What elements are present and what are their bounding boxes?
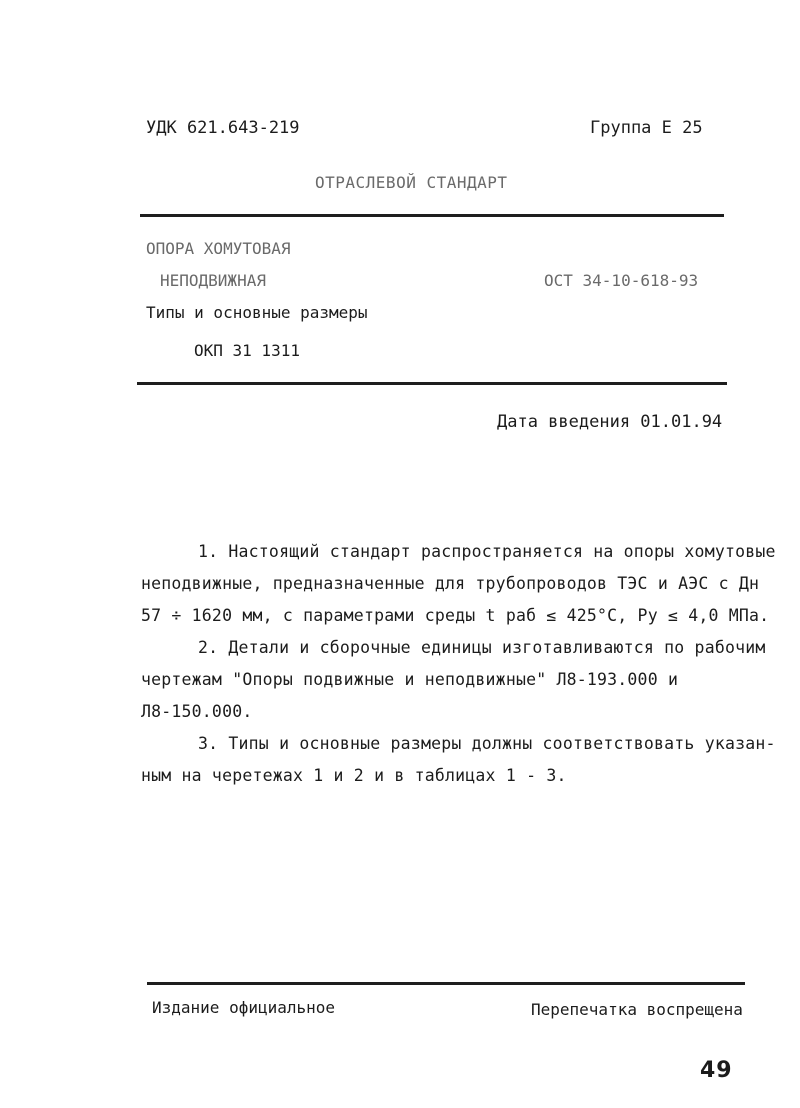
paragraph-2-line-3: Л8-150.000. [141,702,253,721]
paragraph-2-line-1: 2. Детали и сборочные единицы изготавливаются по рабочим [198,638,766,657]
group-code: Группа Е 25 [590,118,703,138]
udk-code: УДК 621.643-219 [146,118,300,138]
standard-type-heading: ОТРАСЛЕВОЙ СТАНДАРТ [315,173,508,192]
top-divider [140,214,724,217]
title-subtitle: Типы и основные размеры [146,303,368,322]
edition-note: Издание официальное [152,998,336,1017]
paragraph-3-line-1: 3. Типы и основные размеры должны соответствовать указан- [198,734,776,753]
paragraph-1-line-2: неподвижные, предназначенные для трубопроводов ТЭС и АЭС с Дн [141,574,760,593]
okp-code: ОКП 31 1311 [194,341,300,360]
body-text [141,536,776,792]
title-divider [137,382,727,385]
paragraph-1-line-3: 57 ÷ 1620 мм, с параметрами среды t раб ≤ 425°С, Ру ≤ 4,0 МПа. [141,606,770,625]
title-line-2: НЕПОДВИЖНАЯ [160,271,266,290]
paragraph-1-line-1: 1. Настоящий стандарт распространяется на опоры хомутовые [198,542,776,561]
title-line-1: ОПОРА ХОМУТОВАЯ [146,239,291,258]
footer-divider [147,982,745,985]
ost-number: ОСТ 34-10-618-93 [544,271,699,290]
paragraph-3-line-2: ным на черетежах 1 и 2 и в таблицах 1 - 3. [141,766,567,785]
page-number: 49 [700,1058,733,1083]
paragraph-2-line-2: чертежам "Опоры подвижные и неподвижные" Л8-193.000 и [141,670,679,689]
intro-date: Дата введения 01.01.94 [497,412,723,432]
reprint-note: Перепечатка воспрещена [531,1000,743,1019]
